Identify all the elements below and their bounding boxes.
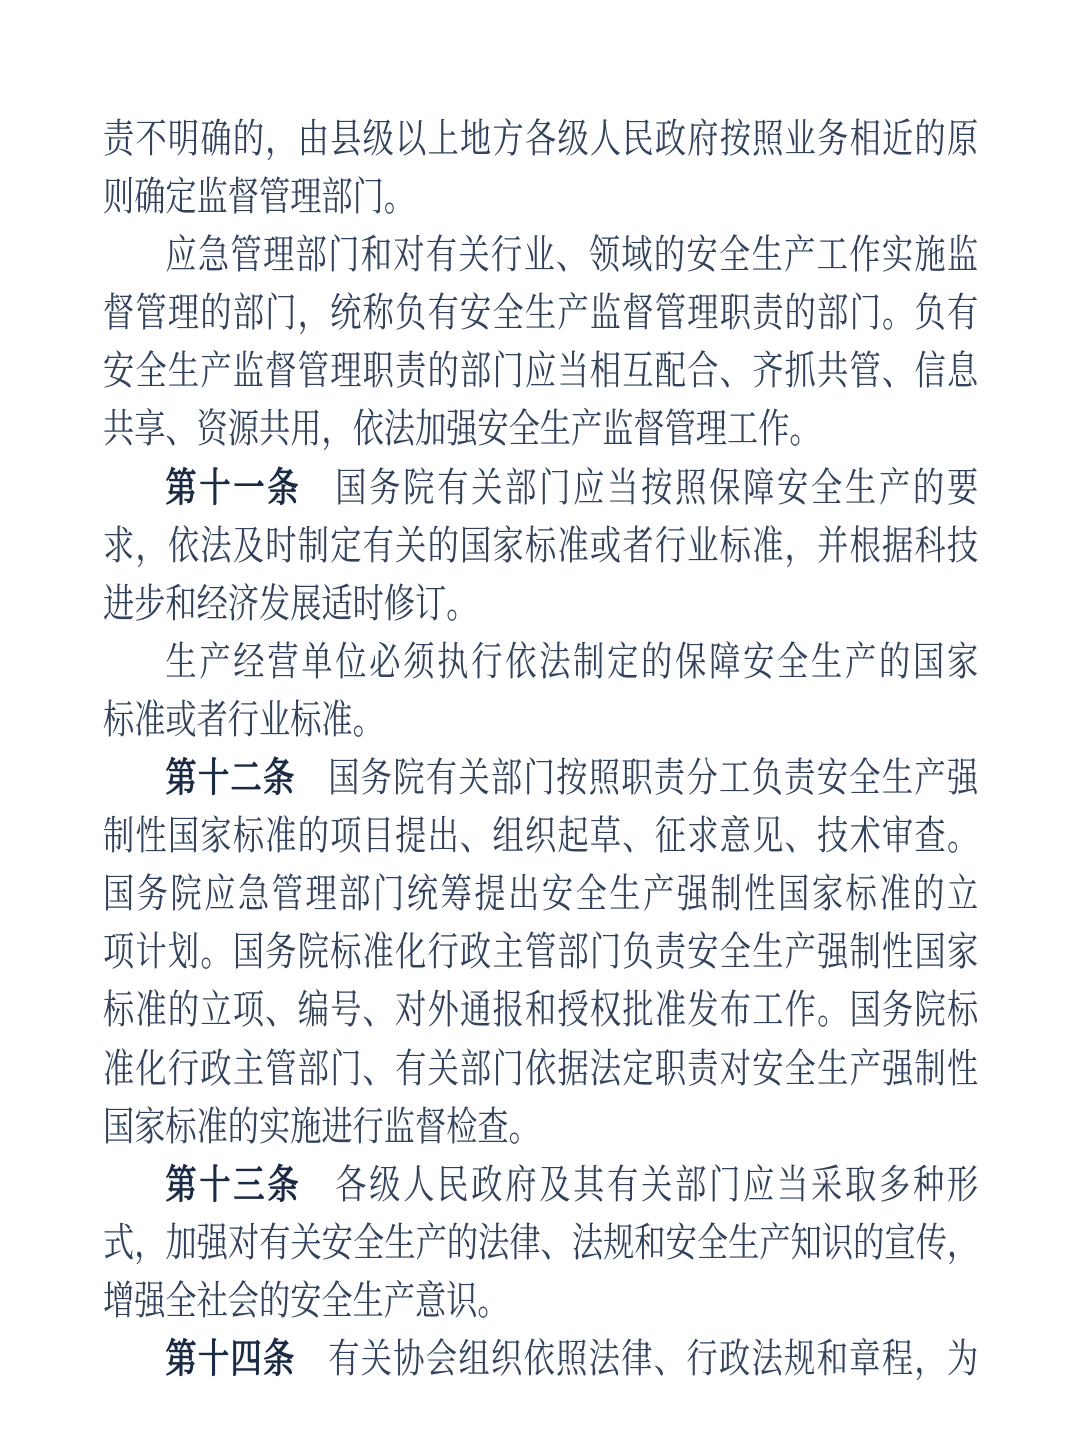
line-text: 求，依法及时制定有关的国家标准或者行业标准，并根据科技 (103, 522, 979, 568)
line-text: 准化行政主管部门、有关部门依据法定职责对安全生产强制性 (103, 1045, 979, 1091)
text-line (103, 517, 978, 575)
line-text: 应急管理部门和对有关行业、领域的安全生产工作实施监 (165, 232, 979, 278)
line-text: 督管理的部门，统称负有安全生产监督管理职责的部门。负有 (103, 290, 979, 336)
line-text: 式，加强对有关安全生产的法律、法规和安全生产知识的宣传， (103, 1219, 979, 1265)
text-line (103, 981, 978, 1039)
line-text: 则确定监督管理部门。 (103, 174, 415, 220)
text-line (103, 633, 978, 691)
text-line (103, 923, 978, 981)
text-line (103, 1098, 978, 1156)
line-text: 国家标准的实施进行监督检查。 (103, 1103, 540, 1149)
line-text: 进步和经济发展适时修订。 (103, 580, 478, 626)
article-12-line (103, 749, 978, 807)
line-text: 国务院应急管理部门统筹提出安全生产强制性国家标准的立 (103, 871, 979, 917)
text-line (103, 575, 978, 633)
text-line (103, 1214, 978, 1272)
line-text: 安全生产监督管理职责的部门应当相互配合、齐抓共管、信息 (103, 348, 979, 394)
article-13-line (103, 1156, 978, 1214)
line-text: 国务院有关部门应当按照保障安全生产的要 (301, 464, 979, 510)
text-line (103, 226, 978, 284)
law-text-block (103, 110, 978, 1388)
line-text: 标准的立项、编号、对外通报和授权批准发布工作。国务院标 (103, 987, 979, 1033)
line-text: 制性国家标准的项目提出、组织起草、征求意见、技术审查。 (103, 813, 979, 859)
line-text: 项计划。国务院标准化行政主管部门负责安全生产强制性国家 (103, 929, 979, 975)
line-text: 共享、资源共用，依法加强安全生产监督管理工作。 (103, 406, 821, 452)
text-line (103, 691, 978, 749)
line-text: 生产经营单位必须执行依法制定的保障安全生产的国家 (165, 638, 979, 684)
line-text: 各级人民政府及其有关部门应当采取多种形 (301, 1161, 979, 1207)
article-12-label: 第十二条 (165, 756, 296, 801)
text-line (103, 342, 978, 400)
line-text: 有关协会组织依照法律、行政法规和章程，为 (295, 1335, 979, 1381)
text-line (103, 865, 978, 923)
article-11-label: 第十一条 (165, 465, 302, 510)
article-14-label: 第十四条 (165, 1336, 296, 1381)
text-line (103, 284, 978, 342)
text-line (103, 807, 978, 865)
line-text: 责不明确的，由县级以上地方各级人民政府按照业务相近的原 (103, 116, 979, 161)
article-11-line (103, 459, 978, 517)
text-line (103, 1040, 978, 1098)
text-line (103, 110, 978, 168)
text-line (103, 400, 978, 458)
line-text: 国务院有关部门按照职责分工负责安全生产强 (295, 755, 979, 801)
line-text: 增强全社会的安全生产意识。 (103, 1277, 509, 1323)
text-line (103, 1272, 978, 1330)
text-line (103, 168, 978, 226)
line-text: 标准或者行业标准。 (103, 696, 384, 742)
article-14-line (103, 1330, 978, 1388)
article-13-label: 第十三条 (165, 1162, 302, 1207)
